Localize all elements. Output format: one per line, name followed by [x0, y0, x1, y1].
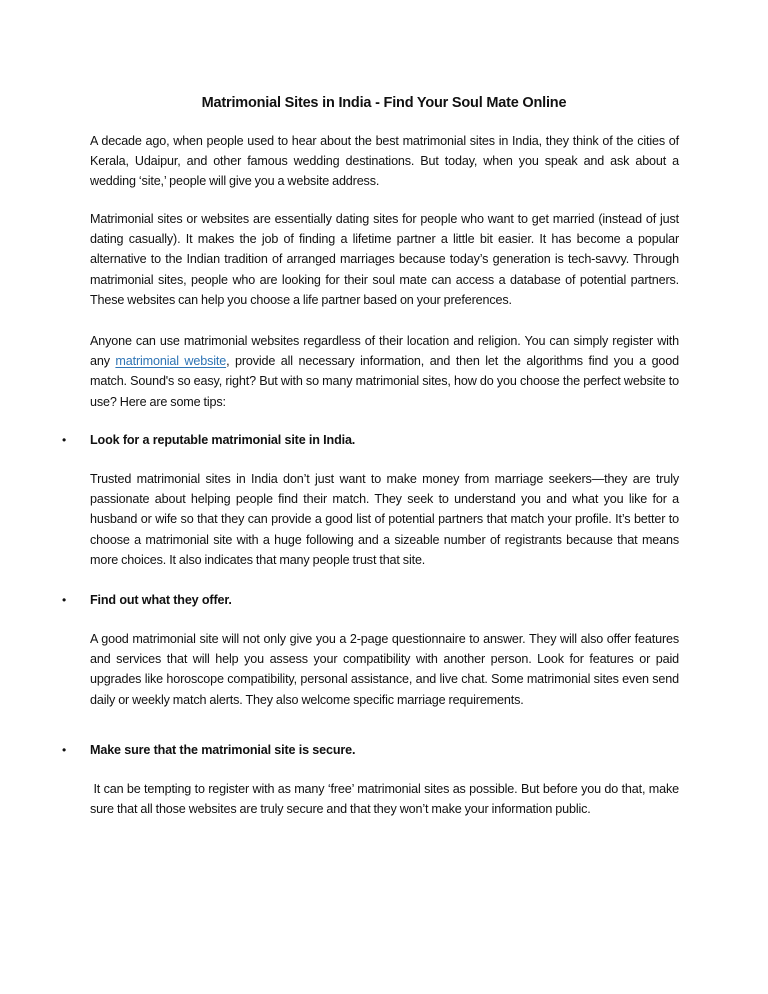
tip-heading: Look for a reputable matrimonial site in India. — [90, 433, 356, 447]
paragraph-text-before-link: Anyone can use matrimonial websites regardless of their location and religion. You can simply register with any — [90, 334, 679, 369]
matrimonial-website-link[interactable]: matrimonial website — [115, 354, 227, 369]
intro-paragraph-2 — [90, 209, 679, 310]
tip-heading: Make sure that the matrimonial site is secure. — [90, 743, 356, 757]
paragraph-text: Matrimonial sites or websites are essentially dating sites for people who want to get married (instead of just dating casually). It makes the job of finding a lifetime partner a little bit easier. It has become a popular alternative to the Indian tradition of arranged marriages because today’s generation is tech-savvy. Through matrimonial sites, people who are looking for their soul mate can access a database of potential partners. These websites can help you choose a life partner based on your preferences. — [90, 212, 679, 307]
tip-body-text: Trusted matrimonial sites in India don’t just want to make money from marriage seekers—they are truly passionate about helping people find their match. They seek to understand you and what you like for a husband or wife so that they can provide a good list of potential partners that match your profile. It’s better to choose a matrimonial site with a huge following and a sizeable number of registrants because that means more choices. It also indicates that many people trust that site. — [90, 472, 679, 567]
tip-3-body — [90, 779, 683, 819]
intro-paragraph-3 — [90, 331, 679, 412]
paragraph-text-after-link: , provide all necessary information, and then let the algorithms find you a good match. Sound's so easy, right? But with so many matrimonial sites, how do you choose the perfect website to use? Here are some tips: — [90, 354, 679, 409]
tip-heading: Find out what they offer. — [90, 593, 232, 607]
paragraph-text — [90, 331, 679, 412]
bullet-icon: • — [62, 433, 67, 447]
tip-3-heading-row — [62, 740, 682, 760]
bullet-icon: • — [62, 593, 67, 607]
tip-2-body — [90, 629, 679, 710]
bullet-icon: • — [62, 743, 67, 757]
intro-paragraph-1 — [90, 131, 679, 192]
tip-body-text: A good matrimonial site will not only give you a 2-page questionnaire to answer. They will also offer features and services that will help you assess your compatibility with another person. Look for features or paid upgrades like horoscope compatibility, personal assistance, and live chat. Some matrimonial sites even send daily or weekly match alerts. They also welcome specific marriage requirements. — [90, 632, 679, 707]
page-title: Matrimonial Sites in India - Find Your Soul Mate Online — [201, 95, 567, 111]
tip-1-body — [90, 469, 679, 570]
paragraph-text: A decade ago, when people used to hear about the best matrimonial sites in India, they think of the cities of Kerala, Udaipur, and other famous wedding destinations. But today, when you speak and ask about a wedding ‘site,’ people will give you a website address. — [90, 134, 679, 189]
tip-2-heading-row — [62, 590, 682, 610]
tip-body-text: It can be tempting to register with as many ‘free’ matrimonial sites as possible. But before you do that, make sure that all those websites are truly secure and that they won’t make your information public. — [90, 782, 683, 817]
tip-1-heading-row — [62, 430, 682, 450]
